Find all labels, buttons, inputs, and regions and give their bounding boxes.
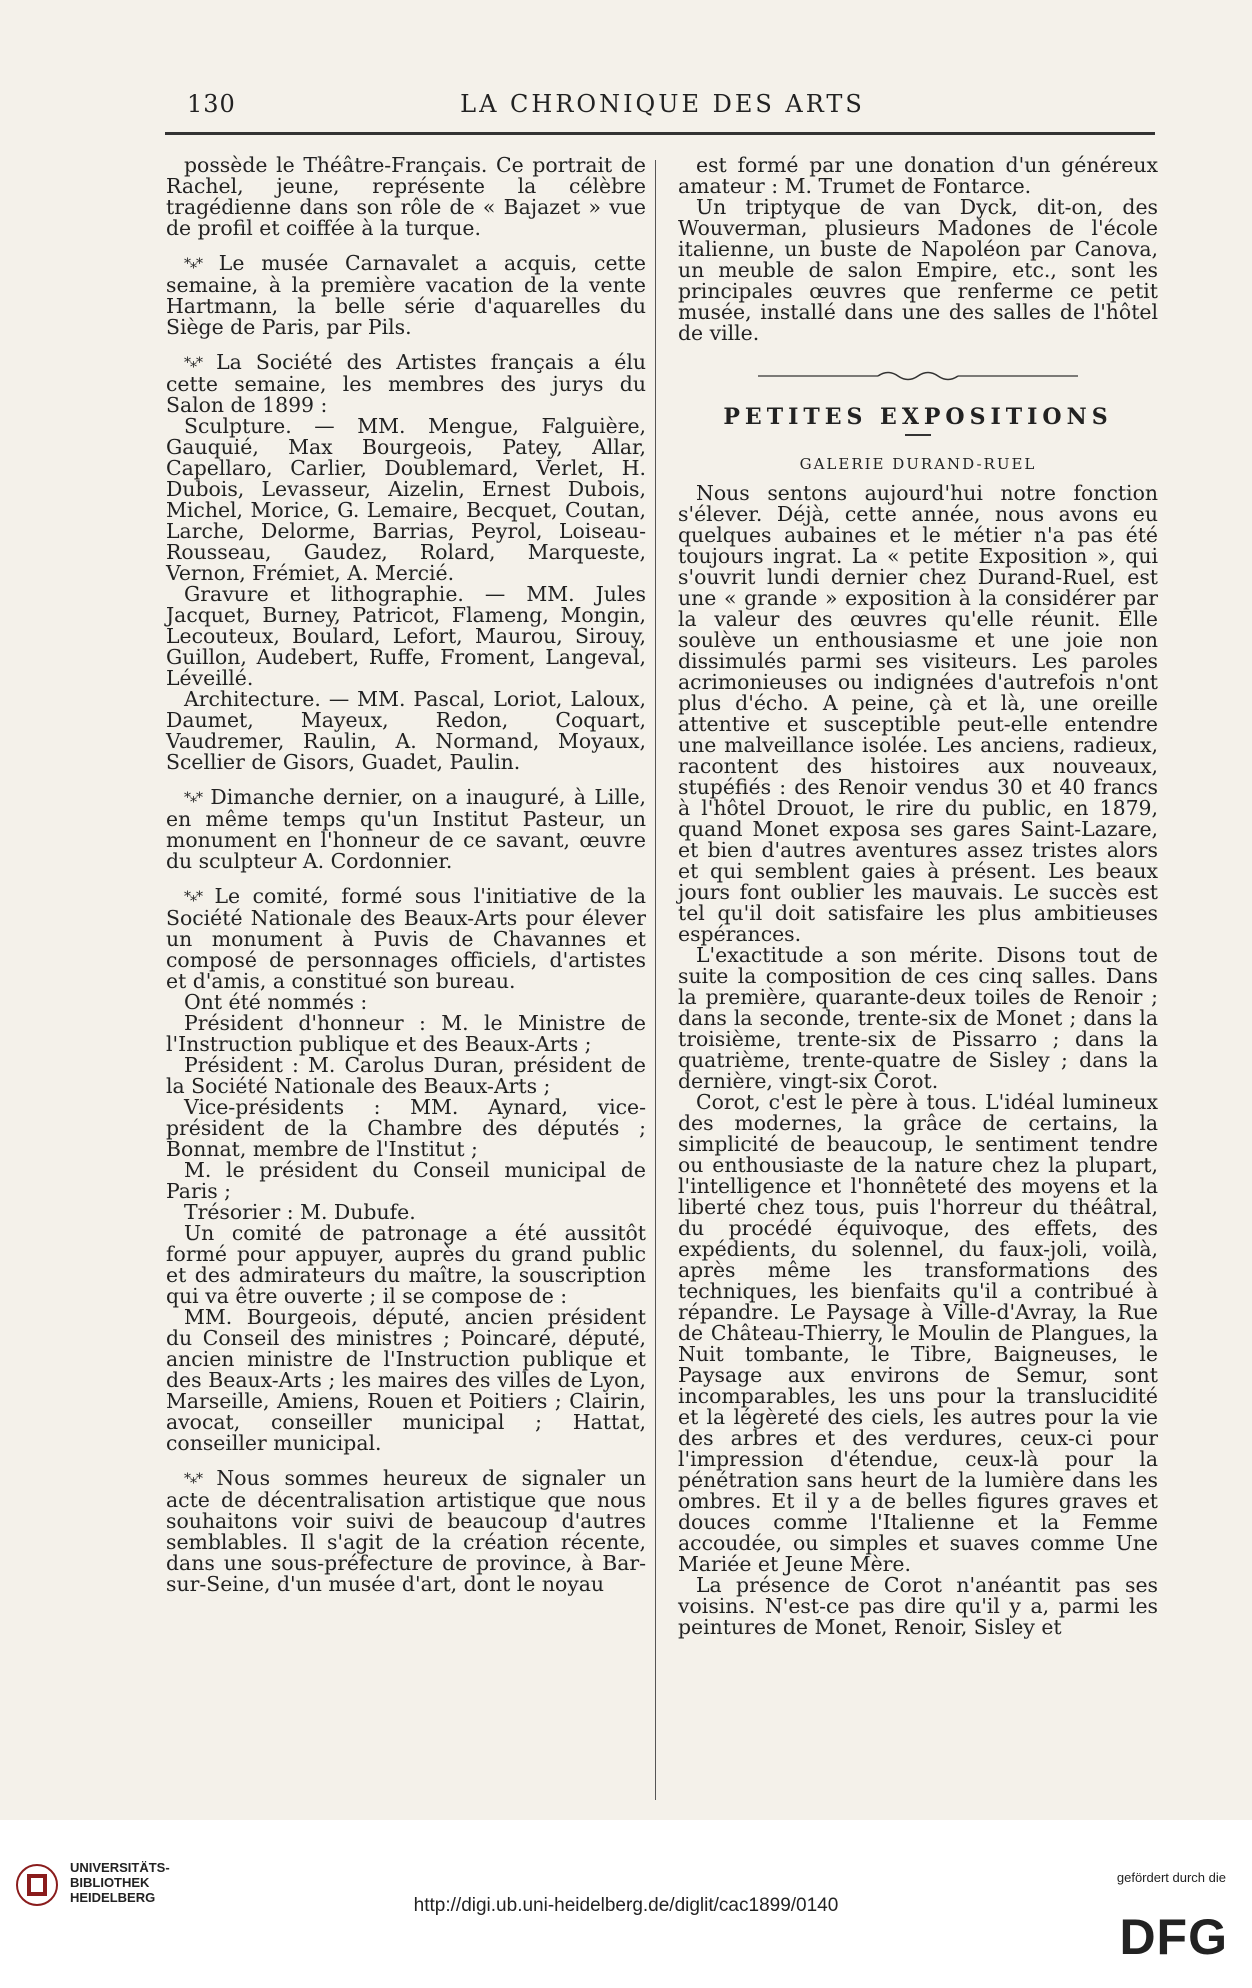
paragraph: MM. Bourgeois, député, ancien président du Conseil des ministres ; Poincaré, député, ancien ministre de l'Instruction publique et des Beaux-Arts ; les maires des villes de Lyon, Marseille, Amiens, Rouen et Poitiers ; Clairin, avocat, conseiller municipal ; Hattat, conseiller municipal.: [166, 1305, 646, 1455]
paragraph: M. le président du Conseil municipal de Paris ;: [166, 1158, 646, 1203]
running-title: LA CHRONIQUE DES ARTS: [460, 90, 865, 118]
asterism-icon: *⁎*: [184, 355, 202, 371]
paragraph: L'exactitude a son mérite. Disons tout de suite la composition de ces cinq salles. Dans la première, quarante-deux toiles de Renoir ; dans la seconde, trente-six de Monet ; dans la troisième, trente-six de Pissarro ; dans la quatrième, trente-quatre de Sisley ; dans la dernière, vingt-six Corot.: [678, 943, 1158, 1093]
news-item: *⁎* Dimanche dernier, on a inauguré, à Lille, en même temps qu'un Institut Pasteur, un monument en l'honneur de ce savant, œuvre du sculpteur A. Cordonnier.: [166, 785, 646, 873]
paragraph: Président d'honneur : M. le Ministre de l'Instruction publique et des Beaux-Arts ;: [166, 1011, 646, 1056]
news-item: *⁎* La Société des Artistes français a élu cette semaine, les membres des jurys du Salon de 1899 :: [166, 350, 647, 417]
paragraph: Sculpture. — MM. Mengue, Falguière, Gauquié, Max Bourgeois, Patey, Allar, Capellaro, Carlier, Doublemard, Verlet, H. Dubois, Levasseur, Aizelin, Ernest Dubois, Michel, Morice, G. Lemaire, Becquet, Coutan, Larche, Delorme, Barrias, Peyrol, Loiseau-Rousseau, Gaudez, Rolard, Marqueste, Vernon, Frémiet, A. Mercié.: [166, 414, 646, 585]
paragraph: Un triptyque de van Dyck, dit-on, des Wouverman, plusieurs Madones de l'école italienne, un buste de Napoléon par Canova, un meuble de salon Empire, etc., sont les principales œuvres que renferme ce petit musée, installé dans une des salles de l'hôtel de ville.: [678, 195, 1158, 345]
section-title: PETITES EXPOSITIONS: [723, 404, 1113, 430]
paragraph: est formé par une donation d'un généreux amateur : M. Trumet de Fontarce.: [678, 153, 1158, 198]
asterism-icon: *⁎*: [184, 256, 202, 272]
paragraph: Un comité de patronage a été aussitôt formé pour appuyer, auprès du grand public et des admirateurs du maître, la souscription qui va être ouverte ; il se compose de :: [166, 1221, 646, 1308]
page-number: 130: [187, 90, 236, 118]
paragraph: Architecture. — MM. Pascal, Loriot, Laloux, Daumet, Mayeux, Redon, Coquart, Vaudremer, Raulin, A. Normand, Moyaux, Scellier de Gisors, Guadet, Paulin.: [166, 687, 646, 774]
title-dash: [905, 434, 931, 436]
paragraph: Corot, c'est le père à tous. L'idéal lumineux des modernes, la grâce de certains, la simplicité de beaucoup, le sentiment tendre ou enthousiaste de la nature chez la plupart, l'intelligence et l'honnêteté des moyens et la liberté chez tous, puis l'horreur du théâtral, du procédé équivoque, des effets, des expédients, du solennel, du faux-joli, voilà, après même les transformations des techniques, les bienfaits qu'il a contribué à répandre. Le Paysage à Ville-d'Avray, la Rue de Château-Thierry, le Moulin de Plangues, la Nuit tombante, le Tibre, Baigneuses, le Paysage aux environs de Semur, sont incomparables, les uns pour la translucidité et la légèreté des ciels, les autres pour la vie des arbres et des verdures, ceux-ci pour l'impression d'étendue, ceux-là pour la pénétration sans heurt de la lumière dans les ombres. Et il y a de belles figures graves et douces comme l'Italienne et la Femme accoudée, ou simples et suaves comme Une Mariée et Jeune Mère.: [678, 1090, 1158, 1576]
paragraph: Trésorier : M. Dubufe.: [184, 1200, 416, 1224]
news-item: *⁎* Nous sommes heureux de signaler un acte de décentralisation artistique que nous souhaitons voir suivi de beaucoup d'autres semblables. Il s'agit de la création récente, dans une sous-préfecture de province, à Bar-sur-Seine, d'un musée d'art, dont le noyau: [166, 1466, 646, 1596]
left-column: [166, 155, 646, 1595]
paragraph: Président : M. Carolus Duran, président de la Société Nationale des Beaux-Arts ;: [166, 1053, 646, 1098]
permalink-url[interactable]: http://digi.ub.uni-heidelberg.de/diglit/cac1899/0140: [413, 1895, 839, 1916]
paragraph: Ont été nommés :: [184, 990, 368, 1014]
asterism-icon: *⁎*: [184, 790, 202, 806]
page-header: [165, 90, 1160, 130]
paragraph: Nous sentons aujourd'hui notre fonction s'élever. Déjà, cette année, nous avons eu quelques aubaines et le métier n'a pas été toujours ingrat. La « petite Exposition », qui s'ouvrit lundi dernier chez Durand-Ruel, est une « grande » exposition à la considérer par la valeur des œuvres qu'elle réunit. Elle soulève un enthousiasme et une joie non dissimulés parmi ses visiteurs. Les paroles acrimonieuses ou indignées d'autrefois n'ont plus d'écho. A peine, çà et là, une oreille attentive et susceptible peut-elle entendre une malveillance isolée. Les anciens, radieux, racontent des histoires aux nouveaux, stupéfiés : des Renoir vendus 30 et 40 francs à l'hôtel Drouot, le rire du public, en 1879, quand Monet exposa ses gares Saint-Lazare, et bien d'autres aventures assez tristes alors et qui semblent gaies à présent. Les beaux jours font oublier les mauvais. Le succès est tel qu'il doit satisfaire les plus ambitieuses espérances.: [678, 481, 1158, 946]
paragraph: Vice-présidents : MM. Aynard, vice-président de la Chambre des députés ; Bonnat, membre de l'Institut ;: [166, 1095, 646, 1161]
column-divider: [655, 160, 656, 1800]
right-column: [678, 155, 1158, 1638]
ornament-divider-icon: [678, 366, 1158, 387]
institution-name: UNIVERSITÄTS- BIBLIOTHEK HEIDELBERG: [70, 1860, 170, 1905]
paragraph: possède le Théâtre-Français. Ce portrait de Rachel, jeune, représente la célèbre tragédienne dans son rôle de « Bajazet » vue de profil et coiffée à la turque.: [166, 153, 646, 240]
news-item: *⁎* Le comité, formé sous l'initiative de la Société Nationale des Beaux-Arts pour élever un monument à Puvis de Chavannes et composé de personnages officiels, d'artistes et d'amis, a constitué son bureau.: [166, 884, 646, 993]
header-rule: [165, 132, 1155, 135]
asterism-icon: *⁎*: [184, 1471, 202, 1487]
news-item: *⁎* Le musée Carnavalet a acquis, cette semaine, à la première vacation de la vente Hartmann, la belle série d'aquarelles du Siège de Paris, par Pils.: [166, 251, 646, 339]
dfg-logo[interactable]: DFG: [1119, 1909, 1228, 1965]
asterism-icon: *⁎*: [184, 889, 202, 905]
paragraph: Gravure et lithographie. — MM. Jules Jacquet, Burney, Patricot, Flameng, Mongin, Lecouteux, Boulard, Lefort, Maurou, Sirouy, Guillon, Audebert, Ruffe, Froment, Langeval, Léveillé.: [166, 582, 646, 690]
funding-caption: gefördert durch die: [1116, 1870, 1226, 1885]
paragraph: La présence de Corot n'anéantit pas ses voisins. N'est-ce pas dire qu'il y a, parmi les peintures de Monet, Renoir, Sisley et: [678, 1573, 1158, 1639]
section-subtitle: GALERIE DURAND-RUEL: [799, 455, 1037, 473]
